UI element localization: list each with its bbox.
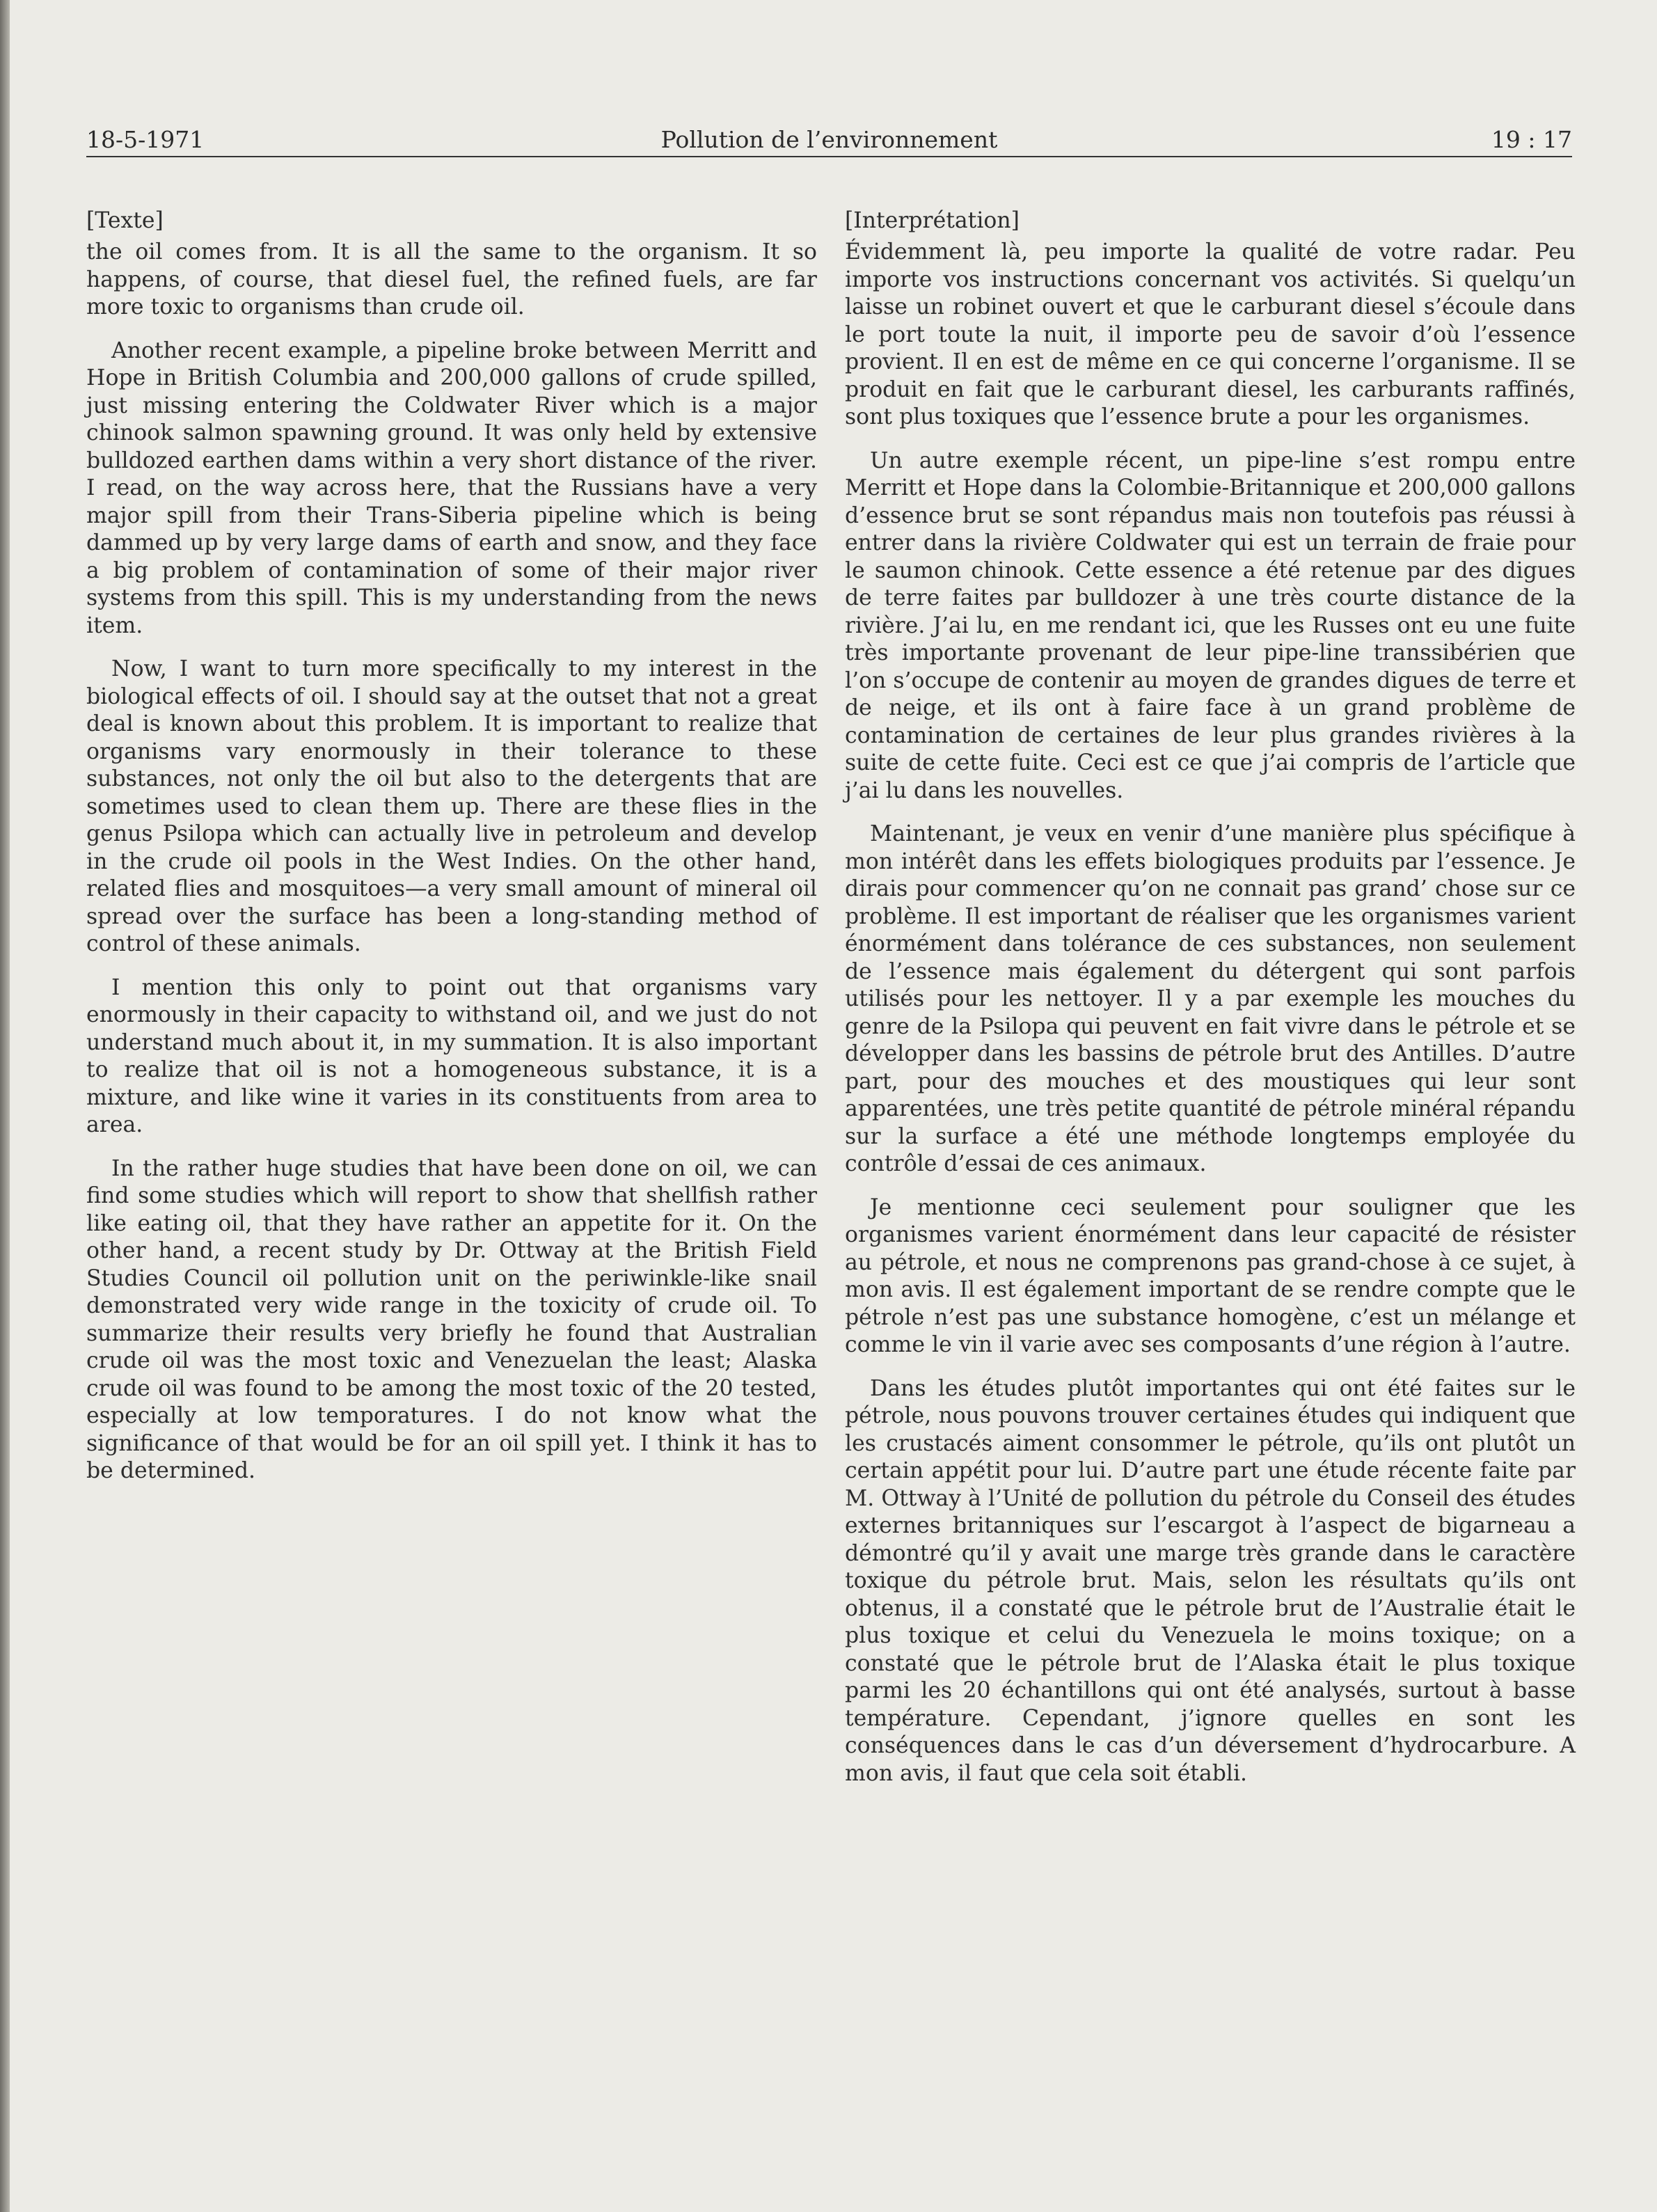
french-paragraph: Je mentionne ceci seulement pour souligner que les organismes varient énormément dans leur capacité de résister au pétrole, et nous ne comprenons pas grand-chose à ce sujet, à mon avis. Il est également important de se rendre compte que le pétrole n’est pas une substance homogène, c’est un mélange et comme le vin il varie avec ses composants d’une région à l’autre.: [845, 1194, 1576, 1357]
english-paragraph: In the rather huge studies that have been done on oil, we can find some studies which will report to show that shellfish rather like eating oil, that they have rather an appetite for it. On the other hand, a recent study by Dr. Ottway at the British Field Studies Council oil pollution unit on the periwinkle-like snail demonstrated very wide range in the toxicity of crude oil. To summarize their results very briefly he found that Australian crude oil was the most toxic and Venezuelan the least; Alaska crude oil was found to be among the most toxic of the 20 tested, especially at low temporatures. I do not know what the significance of that would be for an oil spill yet. I think it has to be determined.: [86, 1155, 817, 1483]
french-paragraph: Évidemment là, peu importe la qualité de votre radar. Peu importe vos instructions concernant vos activités. Si quelqu’un laisse un robinet ouvert et que le carburant diesel s’écoule dans le port toute la nuit, il importe peu de savoir d’où l’essence provient. Il en est de même en ce qui concerne l’organisme. Il se produit en fait que le carburant diesel, les carburants raffinés, sont plus toxiques que l’essence brute a pour les organismes.: [845, 239, 1576, 429]
english-paragraph: Another recent example, a pipeline broke between Merritt and Hope in British Columbia and 200,000 gallons of crude spilled, just missing entering the Coldwater River which is a major chinook salmon spawning ground. It was only held by extensive bulldozed earthen dams within a very short distance of the river. I read, on the way across here, that the Russians have a very major spill from their Trans-Siberia pipeline which is being dammed up by very large dams of earth and snow, and they face a big problem of contamination of some of their major river systems from this spill. This is my understanding from the news item.: [86, 338, 817, 638]
english-paragraph: Now, I want to turn more specifically to my interest in the biological effects of oil. I should say at the outset that not a great deal is known about this problem. It is important to realize that organisms vary enormously in their tolerance to these substances, not only the oil but also to the detergents that are sometimes used to clean them up. There are these flies in the genus Psilopa which can actually live in petroleum and develop in the crude oil pools in the West Indies. On the other hand, related flies and mosquitoes—a very small amount of mineral oil spread over the surface has been a long-standing method of control of these animals.: [86, 656, 817, 956]
header-rule: [86, 156, 1572, 157]
running-header: [86, 124, 1572, 156]
french-column: [845, 205, 1576, 1803]
english-column-label: [Texte]: [86, 208, 164, 233]
header-title: Pollution de l’environnement: [660, 126, 998, 153]
english-paragraph: I mention this only to point out that organisms vary enormously in their capacity to withstand oil, and we just do not understand much about it, in my summation. It is also important to realize that oil is not a homogeneous substance, it is a mixture, and like wine it varies in its constituents from area to area.: [86, 974, 817, 1137]
french-column-label: [Interprétation]: [845, 208, 1020, 233]
french-paragraph: Dans les études plutôt importantes qui ont été faites sur le pétrole, nous pouvons trouver certaines études qui indiquent que les crustacés aiment consommer le pétrole, qu’ils ont plutôt un certain appétit pour lui. D’autre part une étude récente faite par M. Ottway à l’Unité de pollution du pétrole du Conseil des études externes britanniques sur l’escargot à l’aspect de bigarneau a démontré qu’il y avait une marge très grande dans le caractère toxique du pétrole brut. Mais, selon les résultats qu’ils ont obtenus, il a constaté que le pétrole brut de l’Australie était le plus toxique et celui du Venezuela le moins toxique; on a constaté que le pétrole brut de l’Alaska était le plus toxique parmi les 20 échantillons qui ont été analysés, surtout à basse température. Cependant, j’ignore quelles en sont les conséquences dans le cas d’un déversement d’hydrocarbure. A mon avis, il faut que cela soit établi.: [845, 1375, 1576, 1786]
header-page-number: 19 : 17: [1491, 126, 1572, 153]
english-paragraph: the oil comes from. It is all the same to the organism. It so happens, of course, that diesel fuel, the refined fuels, are far more toxic to organisms than crude oil.: [86, 239, 817, 319]
document-page: [10, 0, 1657, 2212]
french-paragraph: Maintenant, je veux en venir d’une manière plus spécifique à mon intérêt dans les effets biologiques produits par l’essence. Je dirais pour commencer qu’on ne connait pas grand’ chose sur ce problème. Il est important de réaliser que les organismes varient énormément dans tolérance de ces substances, non seulement de l’essence mais également du détergent qui sont parfois utilisés pour les nettoyer. Il y a par exemple les mouches du genre de la Psilopa qui peuvent en fait vivre dans le pétrole et se développer dans les bassins de pétrole brut des Antilles. D’autre part, pour des mouches et des moustiques qui leur sont apparentées, une très petite quantité de pétrole minéral répandu sur la surface a été une méthode longtemps employée du contrôle d’essai de ces animaux.: [845, 821, 1576, 1176]
english-column: [86, 205, 817, 1501]
french-paragraph: Un autre exemple récent, un pipe-line s’est rompu entre Merritt et Hope dans la Colombie-Britannique et 200,000 gallons d’essence brut se sont répandus mais non toutefois pas réussi à entrer dans la rivière Coldwater qui est un terrain de fraie pour le saumon chinook. Cette essence a été retenue par des digues de terre faites par bulldozer à une très courte distance de la rivière. J’ai lu, en me rendant ici, que les Russes ont eu une fuite très importante provenant de leur pipe-line transsibérien que l’on s’occupe de contenir au moyen de grandes digues de terre et de neige, et ils ont à faire face à un grand problème de contamination de certaines de leur plus grandes rivières à la suite de cette fuite. Ceci est ce que j’ai compris de l’article que j’ai lu dans les nouvelles.: [845, 448, 1576, 803]
page-edge-shadow: [0, 0, 10, 2212]
header-date: 18-5-1971: [86, 126, 205, 153]
